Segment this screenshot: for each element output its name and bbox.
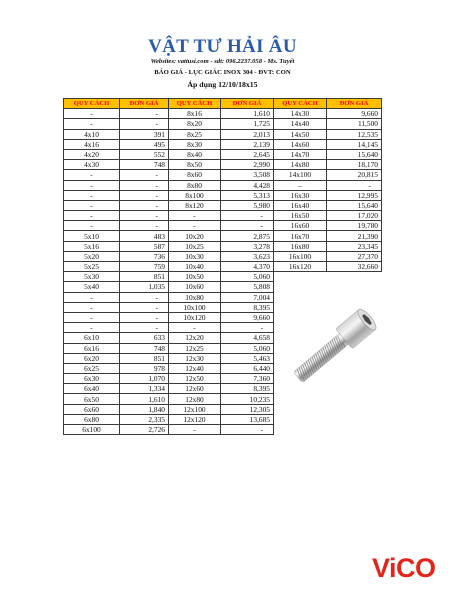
spec-cell: 5x30 (64, 272, 120, 282)
spec-cell: 4x16 (64, 139, 120, 149)
spec-cell: 8x40 (169, 149, 221, 159)
spec-cell: 6x100 (64, 425, 120, 435)
price-cell: 5,060 (221, 272, 274, 282)
spec-cell: 16x80 (274, 241, 327, 251)
price-cell: - (221, 221, 274, 231)
column-header-price: ĐƠN GIÁ (120, 99, 169, 109)
spec-cell: 6x50 (64, 394, 120, 404)
price-cell: - (120, 119, 169, 129)
table-row (64, 272, 382, 282)
spec-cell: 10x80 (169, 292, 221, 302)
price-cell: 748 (120, 343, 169, 353)
empty-cell (327, 282, 382, 292)
spec-cell: 8x100 (169, 190, 221, 200)
spec-cell: - (64, 302, 120, 312)
empty-cell (274, 272, 327, 282)
price-cell: 32,660 (327, 262, 382, 272)
price-cell: 23,345 (327, 241, 382, 251)
table-row (64, 170, 382, 180)
spec-cell: - (64, 109, 120, 119)
price-cell: 483 (120, 231, 169, 241)
vico-logo: ViCO (372, 553, 436, 583)
table-row (64, 139, 382, 149)
spec-cell: - (64, 170, 120, 180)
table-row (64, 231, 382, 241)
empty-cell (274, 404, 327, 414)
price-cell: 8,395 (221, 384, 274, 394)
price-cell: - (120, 221, 169, 231)
spec-cell: 14x70 (274, 149, 327, 159)
spec-cell: 5x25 (64, 262, 120, 272)
spec-cell: 14x100 (274, 170, 327, 180)
price-cell: - (120, 312, 169, 322)
price-cell: 12,535 (327, 129, 382, 139)
spec-cell: 5x16 (64, 241, 120, 251)
spec-cell: 16x60 (274, 221, 327, 231)
column-header-spec: QUY CÁCH (64, 99, 120, 109)
price-cell: 18,170 (327, 160, 382, 170)
spec-cell: - (169, 425, 221, 435)
spec-cell: - (64, 312, 120, 322)
price-cell: 12,305 (221, 404, 274, 414)
price-cell: 391 (120, 129, 169, 139)
column-header-price: ĐƠN GIÁ (327, 99, 382, 109)
spec-cell: 16x30 (274, 190, 327, 200)
spec-cell: 10x30 (169, 251, 221, 261)
price-cell: 1,610 (120, 394, 169, 404)
price-cell: 7,004 (221, 292, 274, 302)
empty-cell (327, 414, 382, 424)
price-cell: 9,660 (327, 109, 382, 119)
spec-cell: 6x80 (64, 414, 120, 424)
empty-cell (327, 292, 382, 302)
column-header-spec: QUY CÁCH (274, 99, 327, 109)
table-row (64, 190, 382, 200)
spec-cell: 16x120 (274, 262, 327, 272)
price-cell: 2,013 (221, 129, 274, 139)
price-cell: 19,780 (327, 221, 382, 231)
spec-cell: - (64, 119, 120, 129)
empty-cell (327, 394, 382, 404)
price-cell: 5,463 (221, 353, 274, 363)
price-cell: - (120, 190, 169, 200)
empty-cell (327, 425, 382, 435)
spec-cell: 6x10 (64, 333, 120, 343)
price-cell: 13,685 (221, 414, 274, 424)
table-row (64, 414, 382, 424)
price-cell: 1,725 (221, 119, 274, 129)
price-cell: 1,840 (120, 404, 169, 414)
table-row (64, 149, 382, 159)
price-cell: 3,278 (221, 241, 274, 251)
price-cell: 633 (120, 333, 169, 343)
spec-cell: - (169, 323, 221, 333)
spec-cell: 8x20 (169, 119, 221, 129)
spec-cell: 6x30 (64, 374, 120, 384)
spec-cell: 5x10 (64, 231, 120, 241)
table-row (64, 282, 382, 292)
table-row (64, 262, 382, 272)
spec-cell: 10x120 (169, 312, 221, 322)
empty-cell (274, 425, 327, 435)
price-cell: - (120, 170, 169, 180)
table-row (64, 251, 382, 261)
contact-line: Websites: vattusi.com - sdt: 096.2237.058 - Ms. Tuyết (150, 58, 295, 65)
quote-subtitle: BÁO GIÁ - LỤC GIÁC INOX 304 - ĐVT: CON (154, 69, 291, 76)
price-cell: 15,640 (327, 200, 382, 210)
price-cell: 20,815 (327, 170, 382, 180)
spec-cell: 10x60 (169, 282, 221, 292)
price-cell: 3,508 (221, 170, 274, 180)
price-cell: 2,990 (221, 160, 274, 170)
spec-cell: 14x50 (274, 129, 327, 139)
spec-cell: 12x25 (169, 343, 221, 353)
price-cell: 2,726 (120, 425, 169, 435)
table-row (64, 404, 382, 414)
price-cell: 1,334 (120, 384, 169, 394)
table-row (64, 211, 382, 221)
spec-cell: 10x50 (169, 272, 221, 282)
price-cell: - (120, 109, 169, 119)
spec-cell: 14x60 (274, 139, 327, 149)
price-cell: 1,610 (221, 109, 274, 119)
price-cell: 2,875 (221, 231, 274, 241)
price-cell: 10,235 (221, 394, 274, 404)
spec-cell: 12x20 (169, 333, 221, 343)
spec-cell: 6x16 (64, 343, 120, 353)
table-header-row (64, 99, 382, 109)
spec-cell: 8x25 (169, 129, 221, 139)
spec-cell: – (274, 180, 327, 190)
spec-cell: 14x30 (274, 109, 327, 119)
price-cell: 5,060 (221, 343, 274, 353)
spec-cell: 16x50 (274, 211, 327, 221)
spec-cell: 6x40 (64, 384, 120, 394)
spec-cell: 10x25 (169, 241, 221, 251)
spec-cell: 8x80 (169, 180, 221, 190)
price-cell: 9,660 (221, 312, 274, 322)
price-cell: 978 (120, 363, 169, 373)
empty-cell (274, 292, 327, 302)
price-cell: 6,440 (221, 363, 274, 373)
column-header-price: ĐƠN GIÁ (221, 99, 274, 109)
price-cell: 17,020 (327, 211, 382, 221)
spec-cell: 10x100 (169, 302, 221, 312)
price-cell: - (221, 323, 274, 333)
table-row (64, 160, 382, 170)
spec-cell: 10x20 (169, 231, 221, 241)
price-cell: 552 (120, 149, 169, 159)
table-row (64, 425, 382, 435)
price-cell: - (327, 180, 382, 190)
spec-cell: - (64, 180, 120, 190)
table-row (64, 241, 382, 251)
spec-cell: 12x120 (169, 414, 221, 424)
price-cell: 495 (120, 139, 169, 149)
price-cell: - (120, 323, 169, 333)
hex-socket-bolt-icon (285, 305, 380, 392)
spec-cell: 12x50 (169, 374, 221, 384)
price-cell: 15,640 (327, 149, 382, 159)
price-cell: - (120, 211, 169, 221)
spec-cell: 16x100 (274, 251, 327, 261)
price-cell: 3,623 (221, 251, 274, 261)
price-cell: 2,335 (120, 414, 169, 424)
price-cell: 11,500 (327, 119, 382, 129)
spec-cell: 4x10 (64, 129, 120, 139)
spec-cell: 16x40 (274, 200, 327, 210)
spec-cell: 12x60 (169, 384, 221, 394)
spec-cell: 12x100 (169, 404, 221, 414)
spec-cell: 8x50 (169, 160, 221, 170)
price-cell: 1,035 (120, 282, 169, 292)
price-cell: - (221, 211, 274, 221)
price-cell: 5,313 (221, 190, 274, 200)
spec-cell: - (64, 211, 120, 221)
price-cell: 759 (120, 262, 169, 272)
spec-cell: 8x16 (169, 109, 221, 119)
empty-cell (274, 414, 327, 424)
price-cell: 7,360 (221, 374, 274, 384)
spec-cell: - (64, 190, 120, 200)
spec-cell: 8x120 (169, 200, 221, 210)
spec-cell: 14x40 (274, 119, 327, 129)
empty-cell (327, 404, 382, 414)
price-cell: 736 (120, 251, 169, 261)
spec-cell: 6x60 (64, 404, 120, 414)
price-cell: 4,428 (221, 180, 274, 190)
empty-cell (274, 394, 327, 404)
spec-cell: 16x70 (274, 231, 327, 241)
empty-cell (274, 282, 327, 292)
price-cell: 8,395 (221, 302, 274, 312)
spec-cell: - (64, 323, 120, 333)
price-cell: 14,145 (327, 139, 382, 149)
spec-cell: - (64, 292, 120, 302)
price-cell: 5,980 (221, 200, 274, 210)
price-cell: - (120, 200, 169, 210)
price-cell: 4,658 (221, 333, 274, 343)
spec-cell: 10x40 (169, 262, 221, 272)
spec-cell: - (64, 221, 120, 231)
company-title: VẬT TƯ HẢI ÂU (148, 36, 297, 57)
spec-cell: - (64, 200, 120, 210)
price-cell: - (120, 180, 169, 190)
price-cell: 4,370 (221, 262, 274, 272)
price-cell: - (221, 425, 274, 435)
spec-cell: 6x25 (64, 363, 120, 373)
table-row (64, 200, 382, 210)
table-row (64, 180, 382, 190)
spec-cell: 5x20 (64, 251, 120, 261)
spec-cell: 5x40 (64, 282, 120, 292)
spec-cell: 4x30 (64, 160, 120, 170)
table-row (64, 221, 382, 231)
table-row (64, 129, 382, 139)
bolt-shank (294, 332, 350, 383)
spec-cell: 12x80 (169, 394, 221, 404)
price-cell: 1,070 (120, 374, 169, 384)
table-row (64, 119, 382, 129)
spec-cell: - (169, 211, 221, 221)
spec-cell: 4x20 (64, 149, 120, 159)
price-cell: 12,995 (327, 190, 382, 200)
price-cell: 851 (120, 353, 169, 363)
price-cell: 2,139 (221, 139, 274, 149)
price-cell: 5,808 (221, 282, 274, 292)
price-cell: 587 (120, 241, 169, 251)
empty-cell (327, 272, 382, 282)
table-row (64, 394, 382, 404)
spec-cell: 12x30 (169, 353, 221, 363)
table-row (64, 292, 382, 302)
price-cell: 27,370 (327, 251, 382, 261)
price-cell: 748 (120, 160, 169, 170)
spec-cell: 12x40 (169, 363, 221, 373)
spec-cell: 8x30 (169, 139, 221, 149)
spec-cell: - (169, 221, 221, 231)
table-row (64, 109, 382, 119)
price-cell: - (120, 302, 169, 312)
spec-cell: 8x60 (169, 170, 221, 180)
price-cell: 2,645 (221, 149, 274, 159)
price-cell: 21,390 (327, 231, 382, 241)
price-cell: - (120, 292, 169, 302)
effective-date: Áp dụng 12/10/18x15 (187, 80, 258, 89)
spec-cell: 14x80 (274, 160, 327, 170)
column-header-spec: QUY CÁCH (169, 99, 221, 109)
spec-cell: 6x20 (64, 353, 120, 363)
price-cell: 851 (120, 272, 169, 282)
